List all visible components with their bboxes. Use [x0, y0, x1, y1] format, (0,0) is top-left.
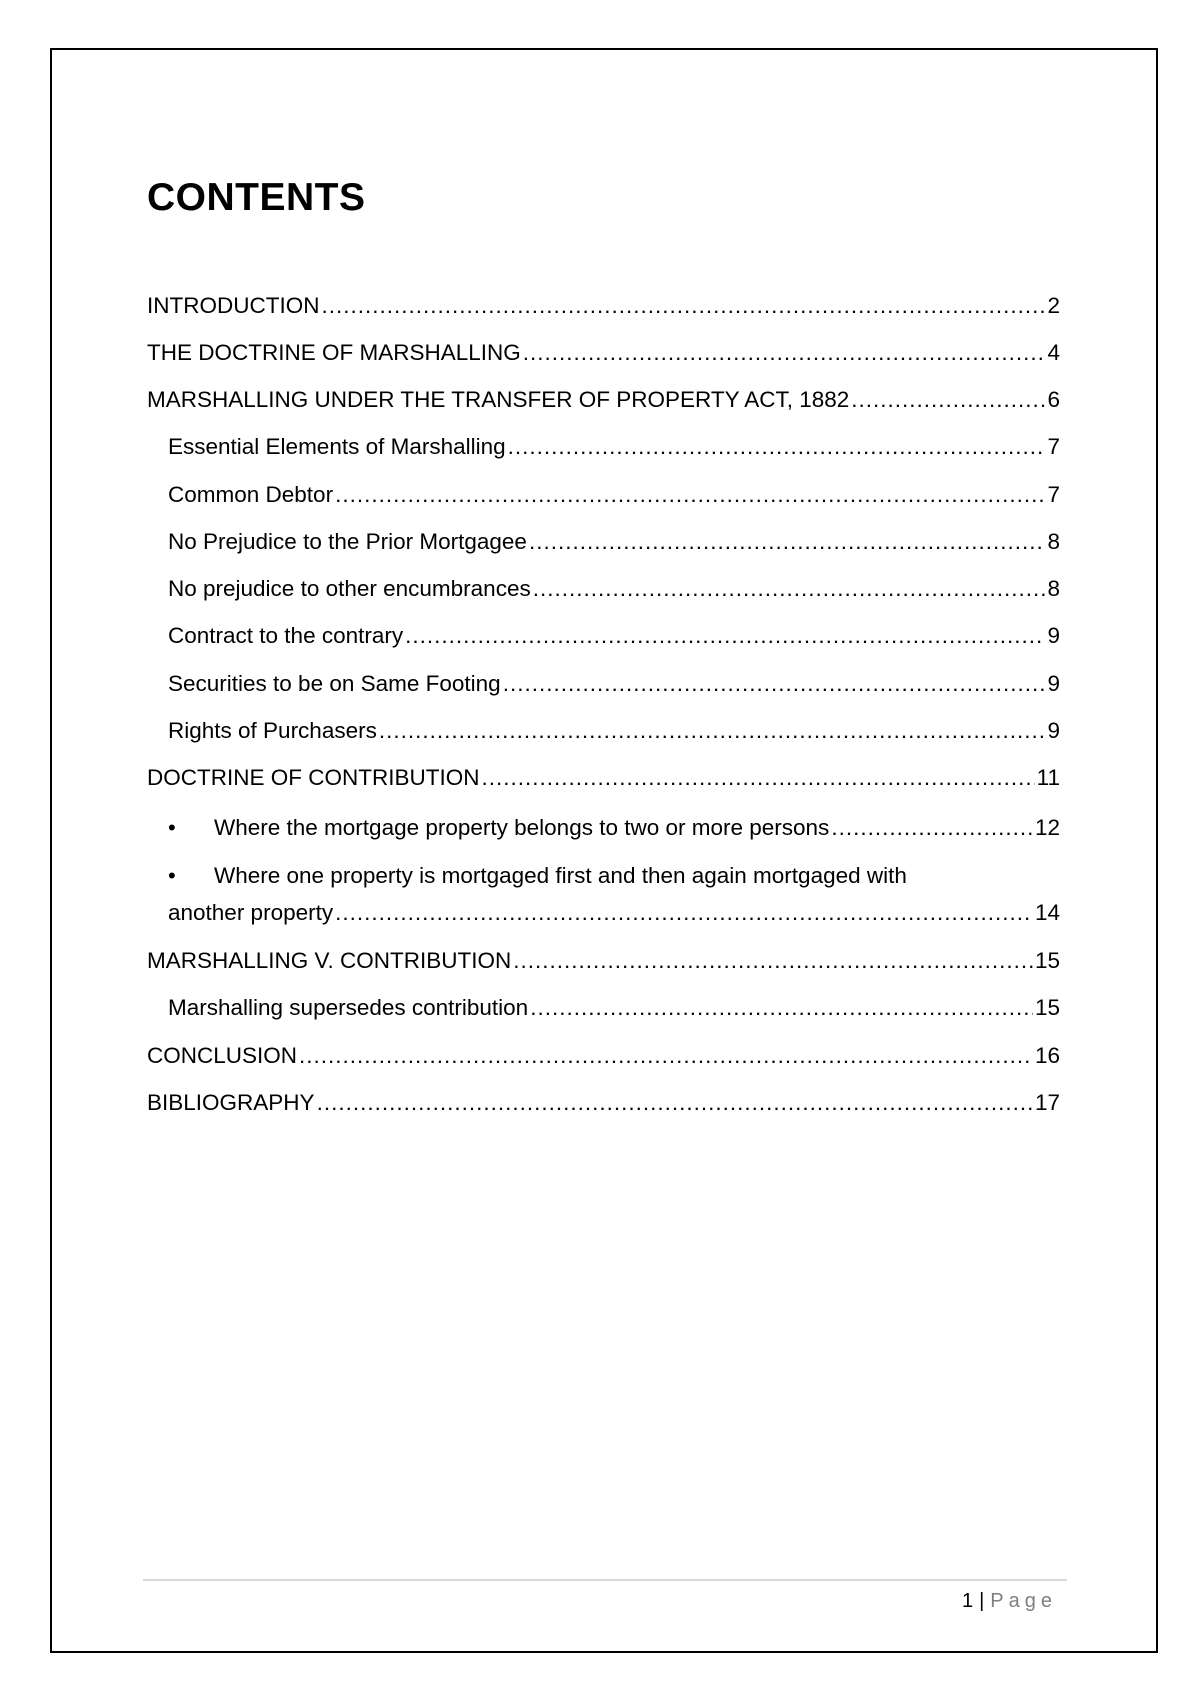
- page-footer: [962, 1590, 1057, 1613]
- toc-entry-no-prejudice-prior-mortgagee[interactable]: [168, 526, 1060, 558]
- dot-leader: [317, 1087, 1033, 1119]
- dot-leader: [523, 337, 1046, 369]
- dot-leader: [405, 620, 1045, 652]
- toc-entry-label: Contract to the contrary: [168, 623, 404, 648]
- toc-page-number: 7: [1047, 434, 1060, 459]
- dot-leader: [322, 290, 1046, 322]
- toc-page-number: 16: [1034, 1043, 1060, 1068]
- toc-entry-label: Essential Elements of Marshalling: [168, 434, 506, 459]
- toc-page-number: 8: [1047, 529, 1060, 554]
- page-title: CONTENTS: [147, 176, 366, 219]
- footer-divider: [143, 1579, 1067, 1581]
- toc-entry-bibliography[interactable]: [147, 1087, 1060, 1119]
- toc-entry-property-mortgaged-again[interactable]: [168, 860, 1060, 892]
- toc-entry-introduction[interactable]: [147, 290, 1060, 322]
- toc-page-number: 11: [1036, 765, 1060, 790]
- toc-entry-label: No Prejudice to the Prior Mortgagee: [168, 529, 527, 554]
- toc-page-number: 6: [1047, 387, 1060, 412]
- toc-entry-marshalling-supersedes[interactable]: [168, 992, 1060, 1024]
- dot-leader: [379, 715, 1046, 747]
- dot-leader: [503, 668, 1046, 700]
- toc-entry-doctrine-of-marshalling[interactable]: [147, 337, 1060, 369]
- dot-leader: [299, 1040, 1033, 1072]
- toc-page-number: 2: [1047, 293, 1060, 318]
- footer-page-word: Page: [990, 1590, 1057, 1612]
- toc-entry-label: BIBLIOGRAPHY: [147, 1090, 315, 1115]
- toc-page-number: 17: [1034, 1090, 1060, 1115]
- toc-entry-property-mortgaged-again-cont[interactable]: [168, 897, 1060, 929]
- toc-entry-label: MARSHALLING V. CONTRIBUTION: [147, 948, 512, 973]
- toc-entry-doctrine-of-contribution[interactable]: [147, 762, 1060, 794]
- toc-entry-label: CONCLUSION: [147, 1043, 298, 1068]
- toc-entry-label: Where the mortgage property belongs to two or more persons: [214, 815, 830, 840]
- toc-entry-label: Securities to be on Same Footing: [168, 671, 501, 696]
- toc-page-number: 15: [1034, 948, 1060, 973]
- toc-page-number: 9: [1047, 718, 1060, 743]
- bullet-icon: •: [168, 815, 176, 840]
- dot-leader: [335, 479, 1045, 511]
- dot-leader: [533, 573, 1046, 605]
- toc-entry-label: THE DOCTRINE OF MARSHALLING: [147, 340, 521, 365]
- toc-page-number: 9: [1047, 623, 1060, 648]
- toc-page-number: 7: [1047, 482, 1060, 507]
- toc-entry-rights-of-purchasers[interactable]: [168, 715, 1060, 747]
- dot-leader: [529, 526, 1046, 558]
- toc-entry-label: DOCTRINE OF CONTRIBUTION: [147, 765, 480, 790]
- toc-entry-no-prejudice-other-encumbrances[interactable]: [168, 573, 1060, 605]
- toc-page-number: 15: [1034, 995, 1060, 1020]
- toc-entry-essential-elements[interactable]: [168, 431, 1060, 463]
- toc-entry-label: Marshalling supersedes contribution: [168, 995, 529, 1020]
- page-border: [50, 48, 1158, 1653]
- dot-leader: [482, 762, 1035, 794]
- dot-leader: [508, 431, 1046, 463]
- toc-entry-label: Common Debtor: [168, 482, 334, 507]
- toc-entry-label-line1: Where one property is mortgaged first and then again mortgaged with: [214, 863, 907, 888]
- toc-entry-common-debtor[interactable]: [168, 479, 1060, 511]
- dot-leader: [831, 812, 1033, 844]
- toc-entry-label: No prejudice to other encumbrances: [168, 576, 531, 601]
- footer-separator: |: [979, 1590, 985, 1612]
- dot-leader: [530, 992, 1033, 1024]
- toc-entry-label-line2: another property: [168, 900, 334, 925]
- footer-page-number: 1: [961, 1590, 974, 1612]
- toc-entry-label: Rights of Purchasers: [168, 718, 377, 743]
- toc-page-number: 9: [1047, 671, 1060, 696]
- dot-leader: [335, 897, 1033, 929]
- toc-page-number: 12: [1034, 815, 1060, 840]
- toc-entry-property-two-or-more-persons[interactable]: [168, 812, 1060, 844]
- toc-entry-label: MARSHALLING UNDER THE TRANSFER OF PROPERTY ACT, 1882: [147, 387, 850, 412]
- bullet-icon: •: [168, 863, 176, 888]
- toc-entry-securities-same-footing[interactable]: [168, 668, 1060, 700]
- toc-entry-contract-to-contrary[interactable]: [168, 620, 1060, 652]
- toc-page-number: 4: [1047, 340, 1060, 365]
- toc-entry-marshalling-v-contribution[interactable]: [147, 945, 1060, 977]
- toc-entry-marshalling-under-tpa[interactable]: [147, 384, 1060, 416]
- dot-leader: [851, 384, 1045, 416]
- dot-leader: [513, 945, 1033, 977]
- toc-entry-label: INTRODUCTION: [147, 293, 320, 318]
- toc-entry-conclusion[interactable]: [147, 1040, 1060, 1072]
- toc-page-number: 14: [1034, 900, 1060, 925]
- toc-page-number: 8: [1047, 576, 1060, 601]
